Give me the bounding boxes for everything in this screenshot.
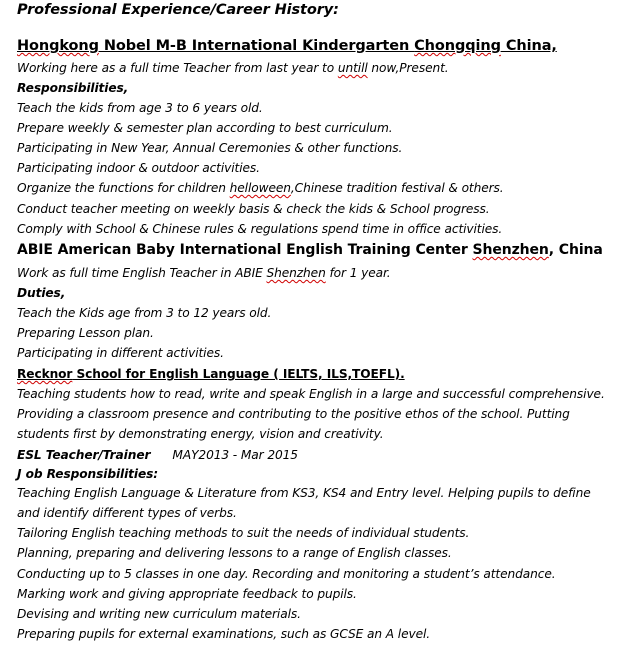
job1-responsibilities-label: Responsibilities, xyxy=(17,81,129,95)
job3-para-line: Providing a classroom presence and contributing to the positive ethos of the school. Putting xyxy=(17,407,570,421)
job1-item: Participating in New Year, Annual Ceremonies & other functions. xyxy=(17,141,403,155)
job3-role-line xyxy=(17,448,298,462)
job2-item: Teach the Kids age from 3 to 12 years old. xyxy=(17,306,272,320)
job1-title-part-a: Hongkong xyxy=(17,38,99,54)
job1-item: Comply with School & Chinese rules & regulations spend time in office activities. xyxy=(17,222,503,236)
job1-title xyxy=(17,38,557,54)
job2-title-a: ABIE American Baby International English Training Center xyxy=(17,242,473,258)
job3-item: Teaching English Language & Literature from KS3, KS4 and Entry level. Helping pupils to define xyxy=(17,486,591,500)
job3-title xyxy=(17,367,405,381)
job1-item: Prepare weekly & semester plan according to best curriculum. xyxy=(17,121,393,135)
job1-item: Conduct teacher meeting on weekly basis & check the kids & School progress. xyxy=(17,202,490,216)
job2-intro-a: Work as full time English Teacher in ABIE xyxy=(17,266,267,280)
job1-title-part-c: Chongqing xyxy=(414,38,501,54)
job2-item: Preparing Lesson plan. xyxy=(17,326,154,340)
job2-intro-c: for 1 year. xyxy=(325,266,391,280)
section-heading xyxy=(17,2,339,18)
job3-item: Tailoring English teaching methods to suit the needs of individual students. xyxy=(17,526,470,540)
job3-item: Marking work and giving appropriate feedback to pupils. xyxy=(17,587,357,601)
job1-intro xyxy=(17,61,449,75)
job2-duties-label: Duties, xyxy=(17,286,66,300)
job1-item xyxy=(17,181,504,195)
job2-intro-b: Shenzhen xyxy=(266,266,326,280)
job2-title xyxy=(17,242,603,258)
job1-title-part-d: China, xyxy=(500,38,557,54)
job1-item5-c: ,Chinese tradition festival & others. xyxy=(290,181,504,195)
job2-title-c: , China xyxy=(548,242,603,258)
job3-title-a: Recknor xyxy=(17,367,73,381)
job1-intro-b: untill xyxy=(337,61,368,75)
job1-title-part-b: Nobel M-B International Kindergarten xyxy=(98,38,415,54)
job2-item: Participating in different activities. xyxy=(17,346,224,360)
job3-responsibilities-label: J ob Responsibilities: xyxy=(17,467,159,481)
job3-role: ESL Teacher/Trainer xyxy=(17,448,151,462)
job1-intro-a: Working here as a full time Teacher from last year to xyxy=(17,61,338,75)
job1-item: Participating indoor & outdoor activities. xyxy=(17,161,260,175)
job1-item5-b: helloween xyxy=(229,181,291,195)
job3-title-b: School for English Language ( IELTS, ILS,TOEFL). xyxy=(72,367,405,381)
job3-para-line: students first by demonstrating energy, vision and creativity. xyxy=(17,427,384,441)
job2-title-b: Shenzhen xyxy=(472,242,549,258)
job3-item: Planning, preparing and delivering lessons to a range of English classes. xyxy=(17,546,452,560)
job1-intro-c: now,Present. xyxy=(367,61,449,75)
job1-item: Teach the kids from age 3 to 6 years old. xyxy=(17,101,263,115)
job3-para-line: Teaching students how to read, write and speak English in a large and successful comprehensive. xyxy=(17,387,605,401)
section-heading-text: Professional Experience/Career History: xyxy=(17,2,339,18)
job3-item: and identify different types of verbs. xyxy=(17,506,237,520)
job3-item: Conducting up to 5 classes in one day. Recording and monitoring a student’s attendance. xyxy=(17,567,556,581)
job3-item: Preparing pupils for external examinations, such as GCSE an A level. xyxy=(17,627,431,641)
job1-item5-a: Organize the functions for children xyxy=(17,181,230,195)
job2-intro xyxy=(17,266,391,280)
job3-dates: MAY2013 - Mar 2015 xyxy=(172,448,298,462)
job3-item: Devising and writing new curriculum materials. xyxy=(17,607,301,621)
